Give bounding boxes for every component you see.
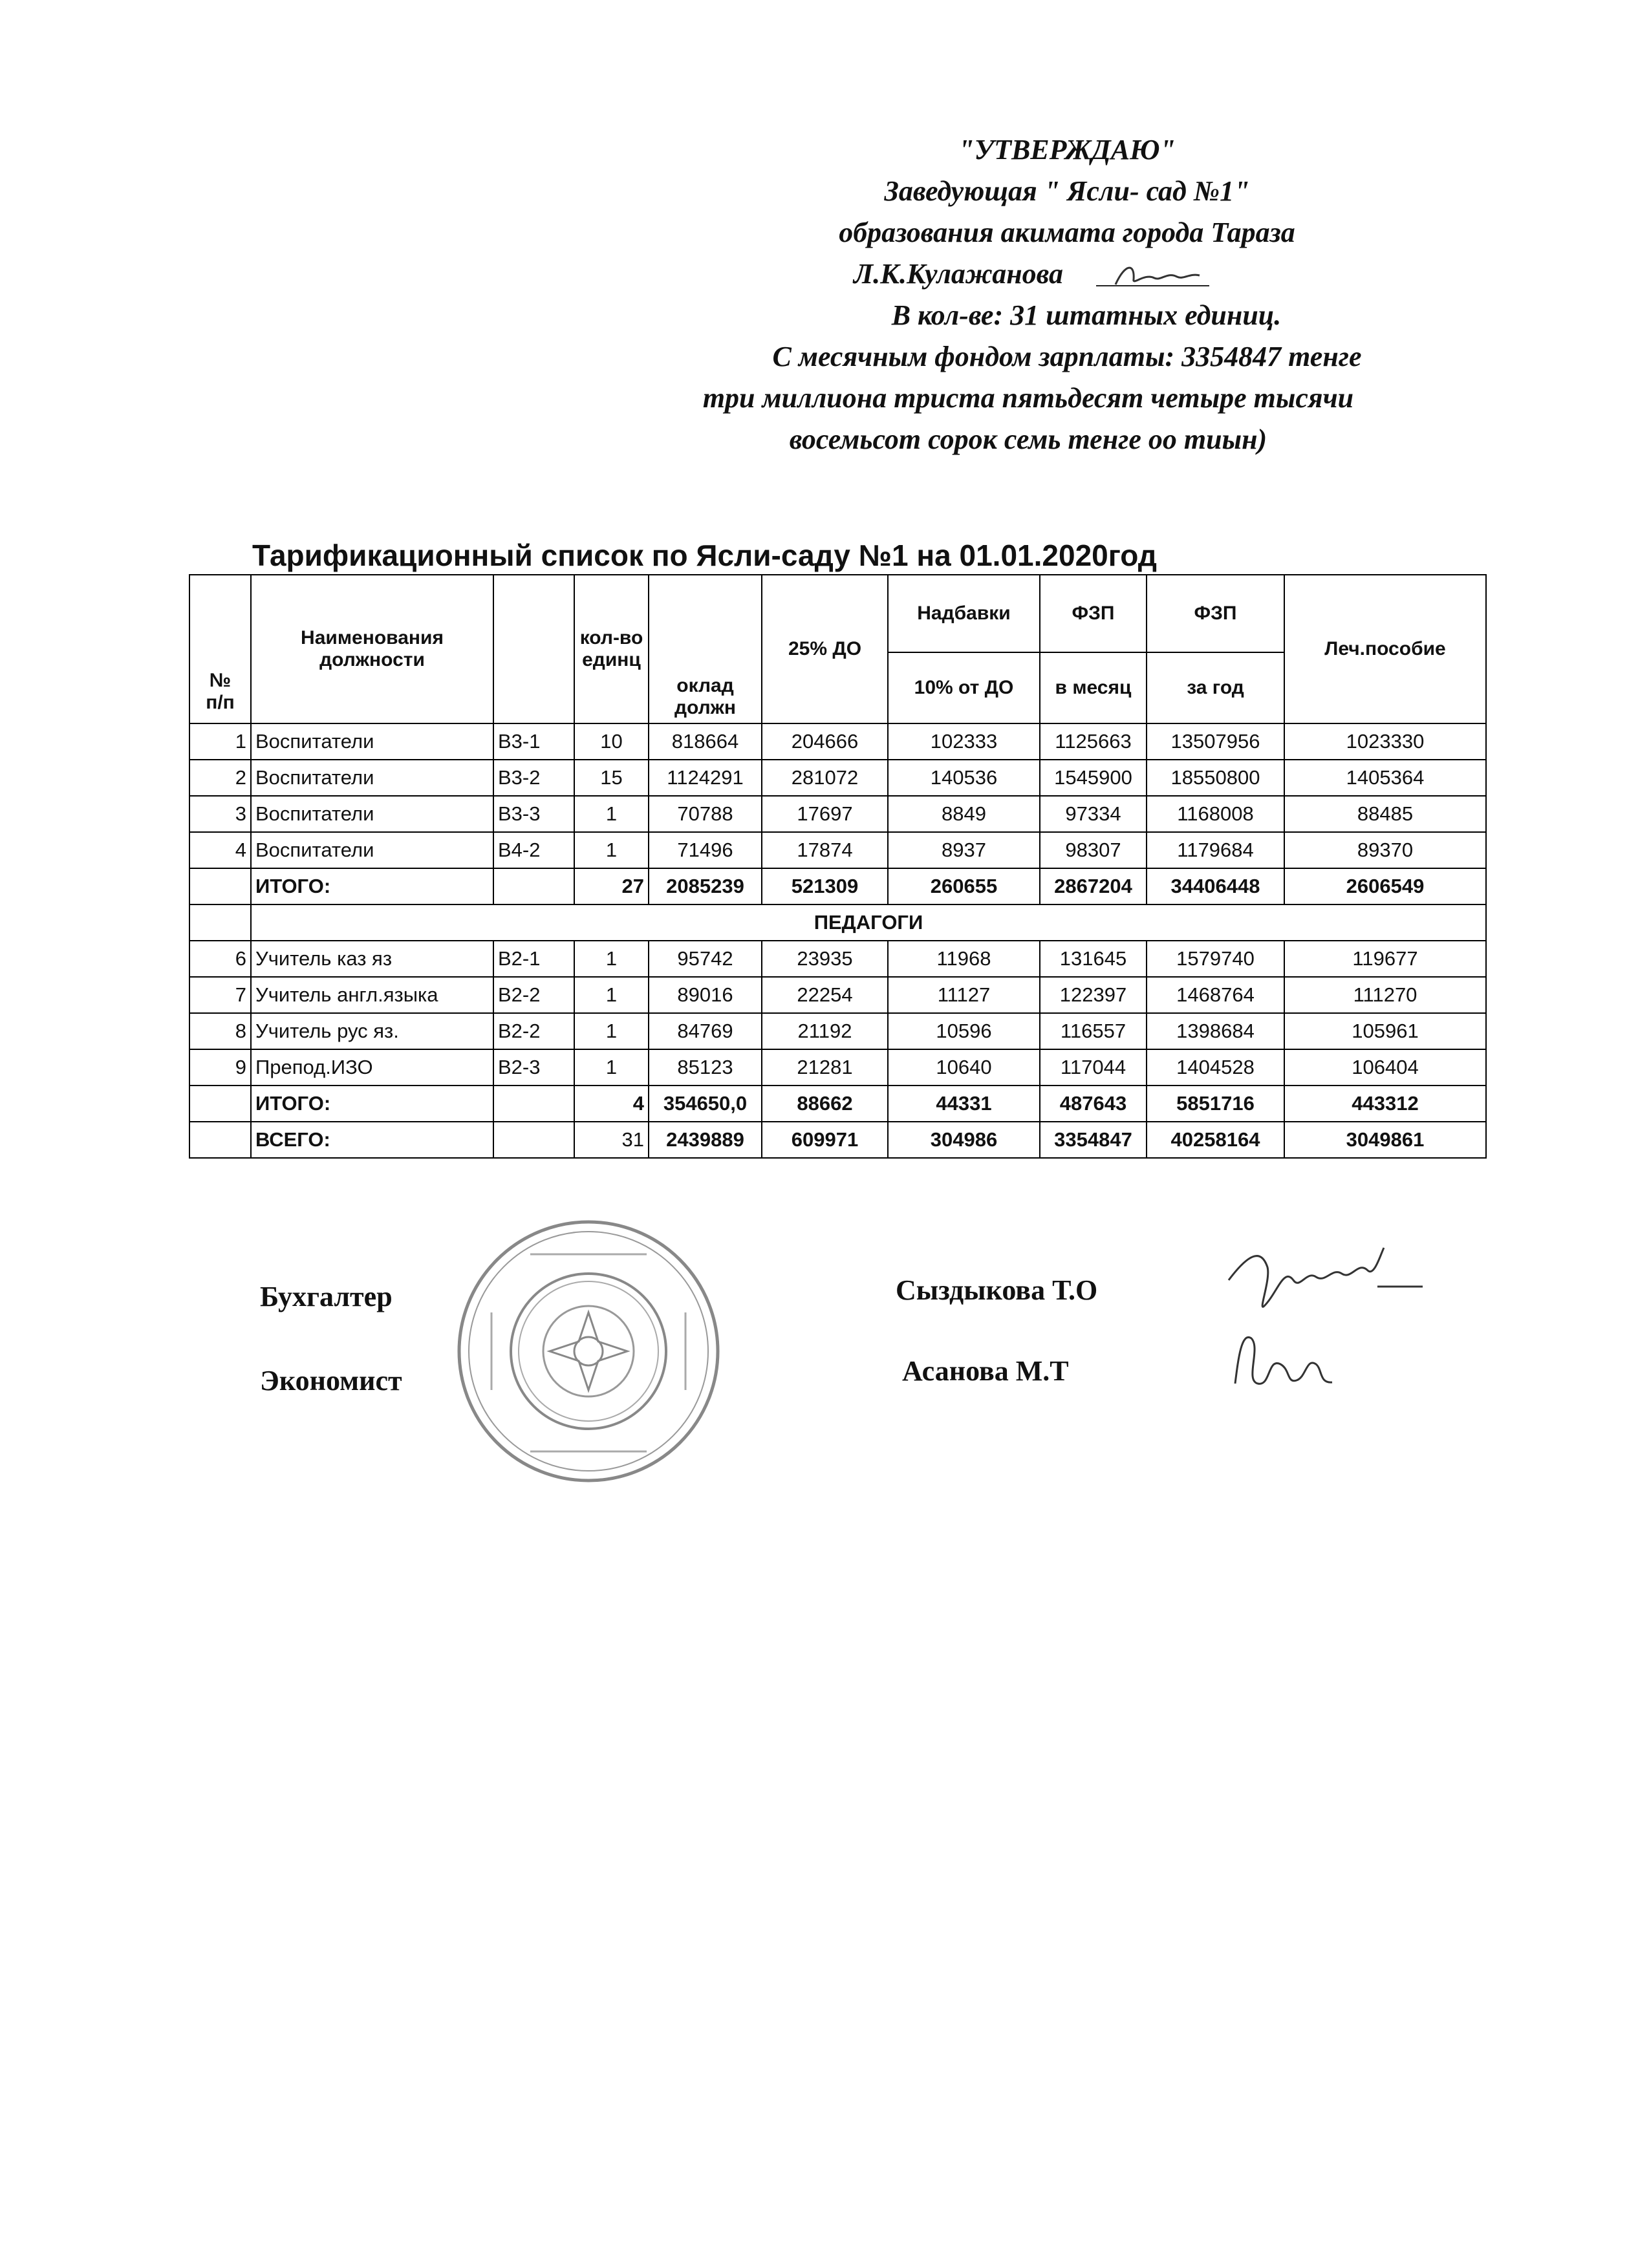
cell-fzp-year: 13507956 bbox=[1147, 723, 1284, 760]
cell-total-label: ИТОГО: bbox=[251, 868, 493, 904]
cell-no: 7 bbox=[189, 977, 251, 1013]
cell-salary: 89016 bbox=[649, 977, 762, 1013]
cell-count: 1 bbox=[574, 796, 649, 832]
header-position: Наименования должности bbox=[251, 575, 493, 723]
cell-category: В3-3 bbox=[493, 796, 574, 832]
header-fzp-month: ФЗП bbox=[1040, 575, 1147, 652]
cell-position: Учитель каз яз bbox=[251, 941, 493, 977]
approval-staff-count: В кол-ве: 31 штатных единиц. bbox=[891, 299, 1282, 331]
cell-allowance: 8849 bbox=[888, 796, 1040, 832]
approval-head-position: Заведующая " Ясли- сад №1" bbox=[884, 175, 1250, 207]
header-do25: 25% ДО bbox=[762, 575, 888, 723]
cell-no: 1 bbox=[189, 723, 251, 760]
approval-salary-fund: С месячным фондом зарплаты: 3354847 тенге bbox=[772, 341, 1362, 372]
cell-fzp-month: 3354847 bbox=[1040, 1122, 1147, 1158]
cell-salary: 85123 bbox=[649, 1049, 762, 1086]
cell-count: 1 bbox=[574, 977, 649, 1013]
cell-med: 119677 bbox=[1284, 941, 1486, 977]
accountant-role: Бухгалтер bbox=[260, 1281, 393, 1312]
economist-signature bbox=[1222, 1319, 1384, 1403]
cell-fzp-year: 1398684 bbox=[1147, 1013, 1284, 1049]
cell-salary: 2085239 bbox=[649, 868, 762, 904]
cell-category: В4-2 bbox=[493, 832, 574, 868]
cell-count: 1 bbox=[574, 1049, 649, 1086]
cell-count: 15 bbox=[574, 760, 649, 796]
cell-fzp-year: 40258164 bbox=[1147, 1122, 1284, 1158]
cell-fzp-year: 1404528 bbox=[1147, 1049, 1284, 1086]
header-count: кол-во единц bbox=[574, 575, 649, 723]
cell-fzp-month: 122397 bbox=[1040, 977, 1147, 1013]
cell-med: 105961 bbox=[1284, 1013, 1486, 1049]
cell-allowance: 260655 bbox=[888, 868, 1040, 904]
header-fzp-year: ФЗП bbox=[1147, 575, 1284, 652]
cell-allowance: 8937 bbox=[888, 832, 1040, 868]
cell-category: В2-2 bbox=[493, 977, 574, 1013]
cell-fzp-year: 1579740 bbox=[1147, 941, 1284, 977]
cell-allowance: 304986 bbox=[888, 1122, 1040, 1158]
table-row bbox=[189, 977, 1486, 1013]
cell-med: 1405364 bbox=[1284, 760, 1486, 796]
cell-position: Препод.ИЗО bbox=[251, 1049, 493, 1086]
table-row bbox=[189, 832, 1486, 868]
accountant-name: Сыздыкова Т.О bbox=[896, 1274, 1098, 1306]
approval-signature bbox=[1096, 264, 1212, 290]
cell-salary: 818664 bbox=[649, 723, 762, 760]
header-med: Леч.пособие bbox=[1284, 575, 1486, 723]
cell-count: 1 bbox=[574, 832, 649, 868]
cell-fzp-year: 1179684 bbox=[1147, 832, 1284, 868]
cell-fzp-month: 2867204 bbox=[1040, 868, 1147, 904]
cell-fzp-year: 1168008 bbox=[1147, 796, 1284, 832]
subtotal-row bbox=[189, 868, 1486, 904]
economist-name: Асанова М.Т bbox=[902, 1355, 1069, 1387]
approval-amount-words-1: три миллиона триста пятьдесят четыре тысячи bbox=[702, 382, 1354, 414]
cell-do25: 609971 bbox=[762, 1122, 888, 1158]
cell-allowance: 102333 bbox=[888, 723, 1040, 760]
document-title: Тарификационный список по Ясли-саду №1 на 01.01.2020год bbox=[252, 539, 1157, 572]
cell-position: Воспитатели bbox=[251, 832, 493, 868]
header-fzp-month-sub: в месяц bbox=[1040, 652, 1147, 723]
cell-count: 1 bbox=[574, 1013, 649, 1049]
cell-no bbox=[189, 1122, 251, 1158]
cell-total-label: ВСЕГО: bbox=[251, 1122, 493, 1158]
cell-category bbox=[493, 1086, 574, 1122]
cell-category bbox=[493, 868, 574, 904]
cell-med: 89370 bbox=[1284, 832, 1486, 868]
cell-fzp-year: 34406448 bbox=[1147, 868, 1284, 904]
official-stamp bbox=[453, 1215, 724, 1487]
cell-fzp-month: 98307 bbox=[1040, 832, 1147, 868]
cell-allowance: 10596 bbox=[888, 1013, 1040, 1049]
cell-no: 4 bbox=[189, 832, 251, 868]
cell-do25: 88662 bbox=[762, 1086, 888, 1122]
cell-do25: 281072 bbox=[762, 760, 888, 796]
table-row bbox=[189, 1013, 1486, 1049]
cell-allowance: 11968 bbox=[888, 941, 1040, 977]
tariff-table bbox=[189, 574, 1487, 1159]
cell-salary: 71496 bbox=[649, 832, 762, 868]
approval-amount-words-2: восемьсот сорок семь тенге оо тиын) bbox=[789, 423, 1267, 455]
cell-fzp-month: 97334 bbox=[1040, 796, 1147, 832]
cell-no: 3 bbox=[189, 796, 251, 832]
cell-salary: 2439889 bbox=[649, 1122, 762, 1158]
economist-role: Экономист bbox=[260, 1365, 402, 1396]
header-salary: оклад должн bbox=[649, 575, 762, 723]
table-row bbox=[189, 760, 1486, 796]
approval-heading: "УТВЕРЖДАЮ" bbox=[958, 134, 1176, 166]
cell-allowance: 11127 bbox=[888, 977, 1040, 1013]
cell-do25: 22254 bbox=[762, 977, 888, 1013]
grand-total-row bbox=[189, 1122, 1486, 1158]
cell-fzp-month: 116557 bbox=[1040, 1013, 1147, 1049]
cell-fzp-year: 5851716 bbox=[1147, 1086, 1284, 1122]
table-header-row bbox=[189, 575, 1486, 652]
table-row bbox=[189, 941, 1486, 977]
cell-salary: 354650,0 bbox=[649, 1086, 762, 1122]
cell-category: В2-2 bbox=[493, 1013, 574, 1049]
approval-organization: образования акимата города Тараза bbox=[839, 217, 1295, 248]
cell-no: 6 bbox=[189, 941, 251, 977]
cell-do25: 21281 bbox=[762, 1049, 888, 1086]
cell-do25: 23935 bbox=[762, 941, 888, 977]
cell-do25: 204666 bbox=[762, 723, 888, 760]
subtotal-row bbox=[189, 1086, 1486, 1122]
cell-position: Учитель рус яз. bbox=[251, 1013, 493, 1049]
section-row bbox=[189, 904, 1486, 941]
header-allowances: Надбавки bbox=[888, 575, 1040, 652]
cell-fzp-month: 131645 bbox=[1040, 941, 1147, 977]
cell-med: 2606549 bbox=[1284, 868, 1486, 904]
cell-count: 10 bbox=[574, 723, 649, 760]
cell-category: В2-3 bbox=[493, 1049, 574, 1086]
cell-no bbox=[189, 1086, 251, 1122]
approval-signer-row bbox=[647, 253, 1487, 295]
cell-med: 88485 bbox=[1284, 796, 1486, 832]
cell-do25: 521309 bbox=[762, 868, 888, 904]
approval-signer-name: Л.К.Кулажанова bbox=[854, 258, 1064, 290]
cell-position: Воспитатели bbox=[251, 760, 493, 796]
cell-category: В3-1 bbox=[493, 723, 574, 760]
cell-position: Воспитатели bbox=[251, 796, 493, 832]
cell-do25: 21192 bbox=[762, 1013, 888, 1049]
cell-category: В2-1 bbox=[493, 941, 574, 977]
header-fzp-year-sub: за год bbox=[1147, 652, 1284, 723]
cell-salary: 1124291 bbox=[649, 760, 762, 796]
header-category bbox=[493, 575, 574, 723]
cell-count: 1 bbox=[574, 941, 649, 977]
cell-no: 9 bbox=[189, 1049, 251, 1086]
cell-allowance: 140536 bbox=[888, 760, 1040, 796]
cell-count: 27 bbox=[574, 868, 649, 904]
cell-count: 4 bbox=[574, 1086, 649, 1122]
cell-total-label: ИТОГО: bbox=[251, 1086, 493, 1122]
header-no: № п/п bbox=[189, 575, 251, 723]
cell-no: 8 bbox=[189, 1013, 251, 1049]
header-allowances-sub: 10% от ДО bbox=[888, 652, 1040, 723]
cell-count: 31 bbox=[574, 1122, 649, 1158]
table-row bbox=[189, 723, 1486, 760]
cell-fzp-month: 117044 bbox=[1040, 1049, 1147, 1086]
cell-med: 1023330 bbox=[1284, 723, 1486, 760]
cell-no bbox=[189, 868, 251, 904]
cell-no: 2 bbox=[189, 760, 251, 796]
cell-no bbox=[189, 904, 251, 941]
cell-position: Воспитатели bbox=[251, 723, 493, 760]
cell-salary: 95742 bbox=[649, 941, 762, 977]
cell-category: В3-2 bbox=[493, 760, 574, 796]
cell-allowance: 10640 bbox=[888, 1049, 1040, 1086]
cell-fzp-year: 1468764 bbox=[1147, 977, 1284, 1013]
table-row bbox=[189, 796, 1486, 832]
cell-category bbox=[493, 1122, 574, 1158]
accountant-signature bbox=[1222, 1241, 1429, 1325]
cell-med: 106404 bbox=[1284, 1049, 1486, 1086]
cell-salary: 70788 bbox=[649, 796, 762, 832]
cell-fzp-month: 1545900 bbox=[1040, 760, 1147, 796]
cell-med: 443312 bbox=[1284, 1086, 1486, 1122]
cell-med: 111270 bbox=[1284, 977, 1486, 1013]
cell-fzp-year: 18550800 bbox=[1147, 760, 1284, 796]
cell-allowance: 44331 bbox=[888, 1086, 1040, 1122]
cell-med: 3049861 bbox=[1284, 1122, 1486, 1158]
approval-block bbox=[647, 129, 1487, 460]
cell-do25: 17697 bbox=[762, 796, 888, 832]
cell-position: Учитель англ.языка bbox=[251, 977, 493, 1013]
cell-fzp-month: 487643 bbox=[1040, 1086, 1147, 1122]
table-row bbox=[189, 1049, 1486, 1086]
section-title: ПЕДАГОГИ bbox=[251, 904, 1486, 941]
cell-do25: 17874 bbox=[762, 832, 888, 868]
cell-fzp-month: 1125663 bbox=[1040, 723, 1147, 760]
cell-salary: 84769 bbox=[649, 1013, 762, 1049]
